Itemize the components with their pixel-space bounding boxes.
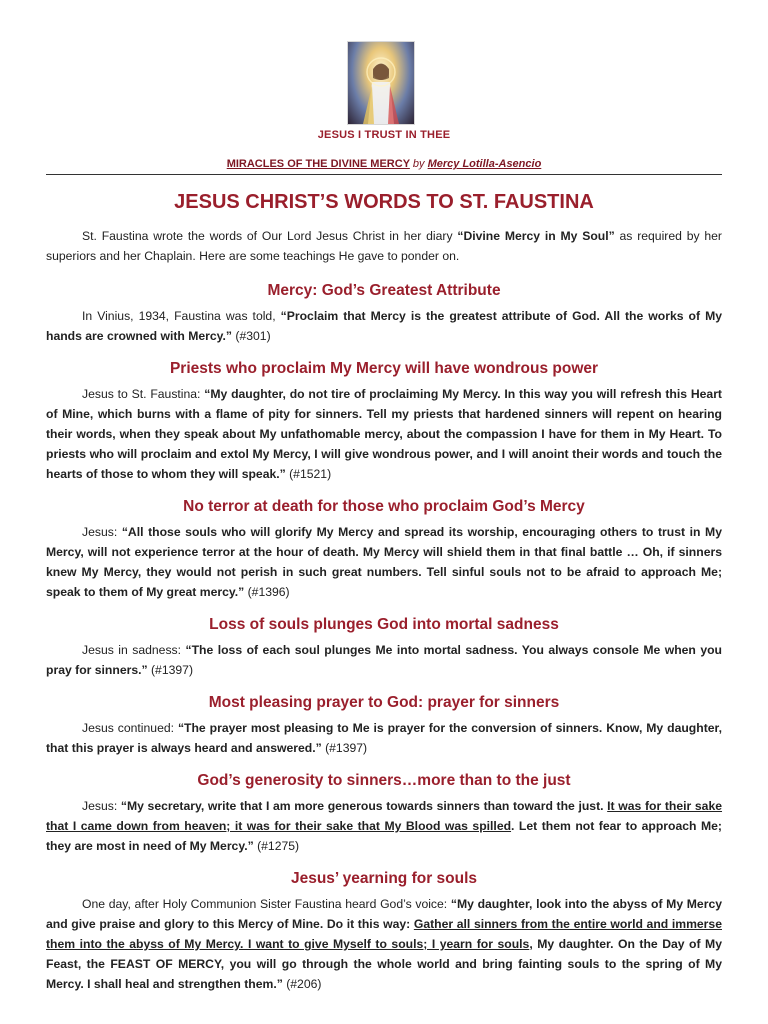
- section-heading: Most pleasing prayer to God: prayer for sinners: [208, 694, 560, 711]
- intro-bold-title: “Divine Mercy in My Soul”: [457, 229, 615, 243]
- quote-text: “My daughter, do not tire of proclaiming My Mercy. In this way you will refresh this Heart of Mine, which burns with a flame of pity for sinners. Tell my priests that hardened sinners will repent on hearing their words, when they speak about My unfathomable mercy, about the compassion I have for them in My Heart. To priests who will proclaim and extol My Mercy, I will give wondrous power, and I will anoint their words and touch the hearts of those to whom they will speak.”: [46, 387, 722, 481]
- divine-mercy-image: [348, 42, 414, 124]
- diary-reference: (#1521): [285, 467, 332, 481]
- quote-underlined-text: It was for their sake that I came down from heaven; it was for their sake that My Blood was spilled: [46, 799, 723, 833]
- quote-lead: Jesus:: [82, 799, 121, 813]
- by-word: by: [412, 158, 425, 170]
- series-title: MIRACLES OF THE DIVINE MERCY: [226, 158, 410, 170]
- section-paragraph: [46, 640, 722, 680]
- quote-text: “The loss of each soul plunges Me into mortal sadness. You always console Me when you pray for sinners.”: [46, 643, 723, 677]
- section-paragraph: [46, 384, 722, 484]
- author-name: Mercy Lotilla-Asencio: [427, 158, 542, 170]
- section-heading: Loss of souls plunges God into mortal sadness: [209, 616, 559, 633]
- section-heading: Priests who proclaim My Mercy will have wondrous power: [169, 360, 599, 377]
- intro-paragraph: [46, 226, 722, 266]
- intro-text-end: as required by her superiors and her Chaplain. Here are some teachings He gave to ponder on.: [46, 229, 722, 263]
- motto-line: JESUS I TRUST IN THEE: [317, 129, 451, 141]
- quote-lead: Jesus in sadness:: [82, 643, 186, 657]
- quote-text: “All those souls who will glorify My Mercy and spread its worship, encouraging others to trust in My Mercy, will not experience terror at the hour of death. My Mercy will shield them in that final battle … Oh, if sinners knew My Mercy, they would not perish in such great numbers. Tell sinful souls not to be afraid to approach Me; speak to them of My great mercy.”: [46, 525, 722, 599]
- diary-reference: (#301): [232, 329, 271, 343]
- quote-lead: Jesus:: [82, 525, 122, 539]
- quote-text-end: , My daughter. On the Day of My Feast, the FEAST OF MERCY, you will go through the whole world and bring fainting souls to the spring of My Mercy. I shall heal and strengthen them.”: [46, 937, 722, 991]
- diary-reference: (#1397): [321, 741, 368, 755]
- quote-lead: One day, after Holy Communion Sister Faustina heard God’s voice:: [82, 897, 451, 911]
- quote-lead: Jesus to St. Faustina:: [82, 387, 205, 401]
- jesus-figure-icon: [348, 42, 414, 124]
- quote-text: “My daughter, look into the abyss of My Mercy and give praise and glory to this Mercy of Mine. Do it this way:: [46, 897, 722, 931]
- diary-reference: (#206): [282, 977, 322, 991]
- section-paragraph: [46, 306, 722, 346]
- quote-underlined-text: Gather all sinners from the entire world and immerse them into the abyss of My Mercy. I want to give Myself to souls; I yearn for souls: [46, 917, 722, 951]
- section-paragraph: [46, 894, 722, 994]
- quote-text-end: . Let them not fear to approach Me; they are most in need of My Mercy.”: [46, 819, 722, 853]
- header-divider: [46, 174, 722, 175]
- diary-reference: (#1275): [253, 839, 300, 853]
- intro-text: St. Faustina wrote the words of Our Lord Jesus Christ in her diary: [82, 229, 458, 243]
- article-body: [46, 226, 722, 994]
- section-heading: Mercy: God’s Greatest Attribute: [267, 282, 501, 299]
- page-title: JESUS CHRIST’S WORDS TO ST. FAUSTINA: [174, 191, 594, 213]
- quote-lead: In Vinius, 1934, Faustina was told,: [82, 309, 281, 323]
- section-heading: No terror at death for those who proclaim God’s Mercy: [183, 498, 585, 515]
- diary-reference: (#1396): [244, 585, 290, 599]
- section-paragraph: [46, 718, 722, 758]
- quote-text: “Proclaim that Mercy is the greatest attribute of God. All the works of My hands are crowned with Mercy.”: [46, 309, 723, 343]
- diary-reference: (#1397): [147, 663, 194, 677]
- section-paragraph: [46, 796, 722, 856]
- quote-text: “The prayer most pleasing to Me is prayer for the conversion of sinners. Know, My daughter, that this prayer is always heard and answered.”: [46, 721, 722, 755]
- section-paragraph: [46, 522, 722, 602]
- section-heading: God’s generosity to sinners…more than to the just: [197, 772, 571, 789]
- quote-lead: Jesus continued:: [82, 721, 178, 735]
- quote-text: “My secretary, write that I am more generous towards sinners than toward the just.: [120, 799, 608, 813]
- series-line: [46, 158, 722, 170]
- section-heading: Jesus’ yearning for souls: [290, 870, 478, 887]
